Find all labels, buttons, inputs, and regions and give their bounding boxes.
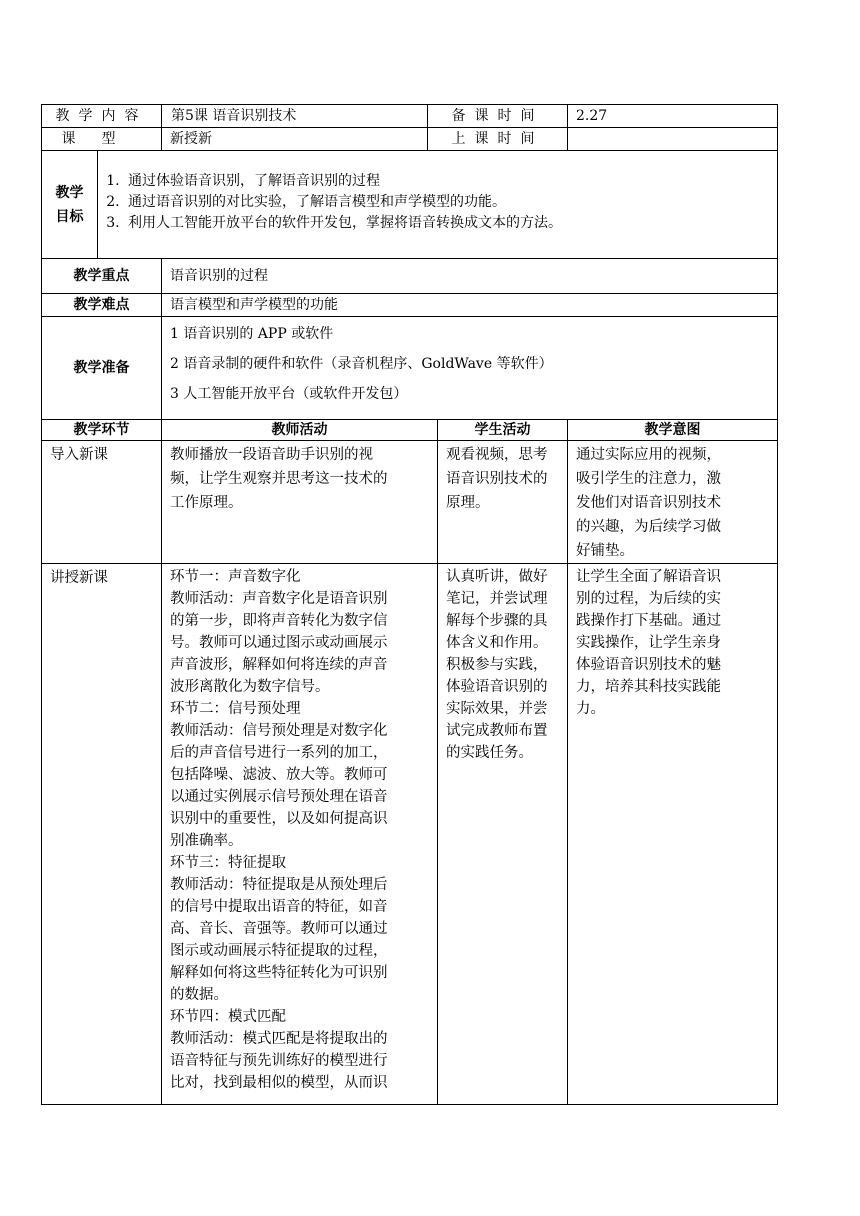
text-line: 体验语音识别技术的魅 bbox=[576, 657, 721, 673]
text-line: 让学生全面了解语音识 bbox=[576, 569, 721, 585]
text-line: 高、音长、音强等。教师可以通过 bbox=[170, 921, 388, 937]
text-line: 以通过实例展示信号预处理在语音 bbox=[170, 789, 388, 805]
intro-intent-cell bbox=[568, 441, 778, 564]
text-line: 比对，找到最相似的模型，从而识 bbox=[170, 1075, 388, 1091]
text-line: 力，培养其科技实践能 bbox=[576, 679, 721, 695]
text-line: 教师活动：特征提取是从预处理后 bbox=[170, 877, 388, 893]
intro-student-text bbox=[438, 441, 567, 515]
text-line: 环节一：声音数字化 bbox=[170, 569, 301, 585]
content-label: 教学内容 bbox=[55, 108, 148, 124]
preparation-cell bbox=[162, 317, 778, 420]
type-label-cell bbox=[42, 128, 162, 151]
content-value-cell bbox=[162, 105, 428, 128]
text-line: 好铺垫。 bbox=[576, 543, 634, 559]
prep-time-value-cell bbox=[568, 105, 778, 128]
preparation-label-cell bbox=[42, 317, 162, 420]
text-line: 的实践任务。 bbox=[446, 745, 533, 761]
type-value: 新授新 bbox=[170, 131, 212, 147]
text-line: 号。教师可以通过图示或动画展示 bbox=[170, 635, 388, 651]
text-line: 教师活动：声音数字化是语音识别 bbox=[170, 591, 388, 607]
text-line: 教师活动：信号预处理是对数字化 bbox=[170, 723, 388, 739]
prep-time-label: 备课时间 bbox=[451, 108, 544, 124]
class-time-label-cell bbox=[428, 128, 568, 151]
intro-teacher-cell bbox=[162, 441, 438, 564]
text-line: 教师播放一段语音助手识别的视 bbox=[170, 447, 373, 463]
key-point-label-cell bbox=[42, 259, 162, 294]
text-line: 包括降噪、滤波、放大等。教师可 bbox=[170, 767, 388, 783]
preparation-item: 3 人工智能开放平台（或软件开发包） bbox=[170, 386, 408, 402]
key-point-value-cell bbox=[162, 259, 778, 294]
text-line: 认真听讲，做好 bbox=[446, 569, 548, 585]
text-line: 的兴趣，为后续学习做 bbox=[576, 519, 721, 535]
lesson-plan-table bbox=[41, 104, 778, 1105]
lecture-teacher-cell bbox=[162, 564, 438, 1105]
goal-item: 2. 通过语音识别的对比实验，了解语言模型和声学模型的功能。 bbox=[124, 192, 777, 213]
goals-label-line1: 教学 bbox=[55, 184, 84, 201]
text-line: 教师活动：模式匹配是将提取出的 bbox=[170, 1031, 388, 1047]
difficulty-label: 教学难点 bbox=[73, 297, 130, 313]
text-line: 解每个步骤的具 bbox=[446, 613, 548, 629]
text-line: 实际效果，并尝 bbox=[446, 701, 548, 717]
lecture-stage-cell bbox=[42, 564, 162, 1105]
lecture-intent-cell bbox=[568, 564, 778, 1105]
text-line: 波形离散化为数字信号。 bbox=[170, 679, 330, 695]
text-line: 观看视频，思考 bbox=[446, 447, 548, 463]
stage-header bbox=[42, 420, 162, 441]
lecture-stage: 讲授新课 bbox=[50, 570, 108, 586]
lecture-student-text bbox=[438, 564, 567, 764]
text-line: 别准确率。 bbox=[170, 833, 243, 849]
student-header-label: 学生活动 bbox=[474, 422, 531, 438]
goals-cell bbox=[98, 151, 778, 259]
text-line: 声音波形，解释如何将连续的声音 bbox=[170, 657, 388, 673]
text-line: 语音识别技术的 bbox=[446, 471, 548, 487]
content-value: 第5课 语音识别技术 bbox=[171, 108, 297, 124]
intro-student-cell bbox=[438, 441, 568, 564]
intro-stage: 导入新课 bbox=[50, 447, 108, 463]
preparation-label: 教学准备 bbox=[73, 360, 130, 376]
text-line: 力。 bbox=[576, 701, 605, 717]
lecture-intent-text bbox=[568, 564, 777, 720]
preparation-item: 2 语音录制的硬件和软件（录音机程序、GoldWave 等软件） bbox=[170, 356, 553, 372]
text-line: 环节三：特征提取 bbox=[170, 855, 286, 871]
intro-teacher-text bbox=[162, 441, 437, 515]
text-line: 笔记，并尝试理 bbox=[446, 591, 548, 607]
goal-item: 3. 利用人工智能开放平台的软件开发包，掌握将语音转换成文本的方法。 bbox=[124, 213, 777, 234]
type-label: 课型 bbox=[61, 131, 142, 147]
text-line: 试完成教师布置 bbox=[446, 723, 548, 739]
class-time-value-cell bbox=[568, 128, 778, 151]
student-header bbox=[438, 420, 568, 441]
key-point-value: 语音识别的过程 bbox=[170, 268, 268, 284]
text-line: 吸引学生的注意力，激 bbox=[576, 471, 721, 487]
text-line: 的第一步，即将声音转化为数字信 bbox=[170, 613, 388, 629]
intro-stage-cell bbox=[42, 441, 162, 564]
text-line: 图示或动画展示特征提取的过程， bbox=[170, 943, 388, 959]
text-line: 的信号中提取出语音的特征，如音 bbox=[170, 899, 388, 915]
text-line: 发他们对语音识别技术 bbox=[576, 495, 721, 511]
preparation-item: 1 语音识别的 APP 或软件 bbox=[170, 326, 334, 342]
text-line: 语音特征与预先训练好的模型进行 bbox=[170, 1053, 388, 1069]
text-line: 环节二：信号预处理 bbox=[170, 701, 301, 717]
text-line: 频，让学生观察并思考这一技术的 bbox=[170, 471, 388, 487]
teacher-header-label: 教师活动 bbox=[271, 422, 328, 438]
lecture-student-cell bbox=[438, 564, 568, 1105]
difficulty-value-cell bbox=[162, 294, 778, 317]
intro-intent-text bbox=[568, 441, 777, 563]
stage-header-label: 教学环节 bbox=[73, 422, 130, 438]
intent-header-label: 教学意图 bbox=[644, 422, 701, 438]
class-time-label: 上课时间 bbox=[451, 131, 544, 147]
text-line: 践操作打下基础。通过 bbox=[576, 613, 721, 629]
text-line: 体验语音识别的 bbox=[446, 679, 548, 695]
goals-list bbox=[98, 151, 777, 234]
content-label-cell bbox=[42, 105, 162, 128]
goal-item: 1. 通过体验语音识别，了解语音识别的过程 bbox=[124, 171, 777, 192]
key-point-label: 教学重点 bbox=[73, 268, 130, 284]
prep-time-value: 2.27 bbox=[576, 108, 608, 124]
lecture-teacher-text bbox=[162, 564, 437, 1094]
intent-header bbox=[568, 420, 778, 441]
prep-time-label-cell bbox=[428, 105, 568, 128]
text-line: 别的过程，为后续的实 bbox=[576, 591, 721, 607]
text-line: 实践操作，让学生亲身 bbox=[576, 635, 721, 651]
text-line: 工作原理。 bbox=[170, 495, 243, 511]
text-line: 环节四：模式匹配 bbox=[170, 1009, 286, 1025]
goals-label-cell bbox=[42, 151, 98, 259]
difficulty-value: 语言模型和声学模型的功能 bbox=[170, 297, 338, 313]
text-line: 原理。 bbox=[446, 495, 490, 511]
teacher-header bbox=[162, 420, 438, 441]
text-line: 后的声音信号进行一系列的加工， bbox=[170, 745, 388, 761]
goals-label-line2: 目标 bbox=[55, 208, 84, 225]
text-line: 积极参与实践， bbox=[446, 657, 548, 673]
text-line: 识别中的重要性，以及如何提高识 bbox=[170, 811, 388, 827]
difficulty-label-cell bbox=[42, 294, 162, 317]
text-line: 解释如何将这些特征转化为可识别 bbox=[170, 965, 388, 981]
text-line: 的数据。 bbox=[170, 987, 228, 1003]
text-line: 体含义和作用。 bbox=[446, 635, 548, 651]
type-value-cell bbox=[162, 128, 428, 151]
text-line: 通过实际应用的视频， bbox=[576, 447, 721, 463]
